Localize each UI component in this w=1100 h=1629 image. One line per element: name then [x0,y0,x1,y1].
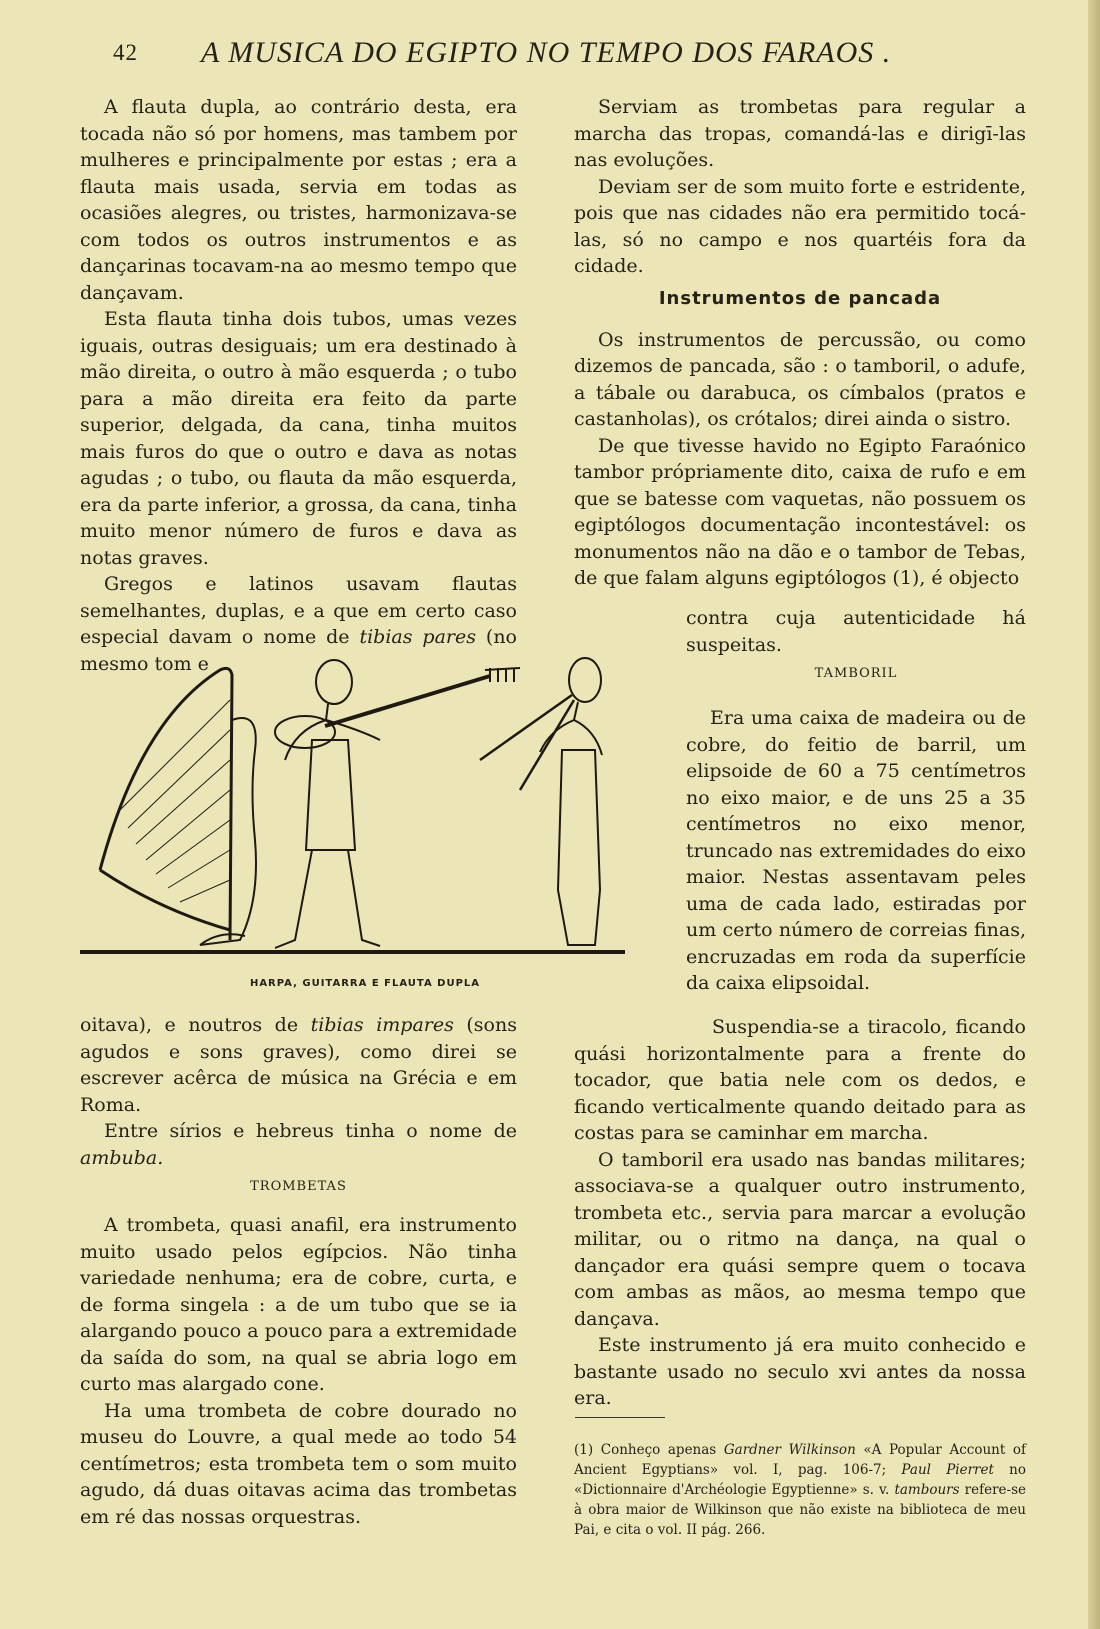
paragraph-caixa-madeira: Era uma caixa de madeira ou de cobre, do feitio de barril, um elipsoide de 60 a 75 centímetros no eixo maior, e de uns 25 a 35 centímetros no eixo menor, truncado nas extremidades do eixo maior. Nestas assentavam peles uma de cada lado, estiradas por um certo número de correias finas, encruzadas em roda da superfície da caixa elipsoidal. [686,707,1026,994]
running-head [113,36,993,76]
heading-tamboril: TAMBORIL [814,666,898,681]
figure-harp-guitar-flute [80,640,650,960]
paragraph-serviam: Serviam as trombetas para regular a marcha das tropas, comandá-las e dirigī-las nas evoluções. [574,96,1026,171]
left-column-bottom [80,1012,517,1530]
paragraph-ambuba: Entre sírios e hebreus tinha o nome de ambuba. [80,1120,517,1169]
term-ambuba: ambuba. [80,1146,164,1169]
figure-caption: HARPA, GUITARRA E FLAUTA DUPLA [249,978,481,989]
paragraph-trombeta-louvre: Ha uma trombeta de cobre dourado no museu do Louvre, a qual mede ao todo 54 centímetros; esta trombeta tem o som muito agudo, dá duas oitavas acima das trombetas em ré das nossas orquestras. [80,1399,517,1528]
egyptian-musicians-illustration [80,640,650,960]
paragraph-dois-tubos: Esta flauta tinha dois tubos, umas vezes iguais, outras desiguais; um era destinado à mão direita, o outro à mão esquerda ; o tubo para a mão direita era feito da parte superior, delgada, da cana, tinha muitos mais furos do que o outro e dava as notas agudas ; o tubo, ou flauta da mão esquerda, era da parte inferior, a grossa, da cana, tinha muito menor número de furos e dava as notas graves. [80,308,517,569]
left-column-top [80,94,517,677]
paragraph-tambor-tebas: De que tivesse havido no Egipto Faraónico tambor própriamente dito, caixa de rufo e em que se batesse com vaquetas, não possuem os egiptólogos documentação incontestável: os monumentos não na dão e o tambor de Tebas, de que falam alguns egiptólogos (1), é objecto [574,434,1026,589]
footnote-term-tambours: tambours [894,1482,960,1498]
paragraph-flauta-dupla: A flauta dupla, ao contrário desta, era tocada não só por homens, mas tambem por mulheres e principalmente por estas ; era a flauta mais usada, servia em todas as ocasiões alegres, ou tristes, harmonizava-se com todos os outros instrumentos e as dançarinas tocavam-na ao mesmo tempo que dançavam. [80,96,517,304]
paragraph-suspeitas: contra cuja autenticidade há suspeitas. [686,607,1026,656]
term-tibias-pares: tibias pares [359,626,476,648]
paragraph-deviam: Deviam ser de som muito forte e estridente, pois que nas cidades não era permitido tocá-las, só no campo e nos quartéis fora da cidade. [574,175,1026,277]
paragraph-bandas-militares: O tamboril era usado nas bandas militares; associava-se a qualquer outro instrumento, trombeta etc., servia para marcar a evolução militar, ou o ritmo na dança, na qual o dançador era quási sempre quem o tocava com ambas as mãos, ao mesma tempo que dançava. [574,1148,1026,1330]
heading-trombetas: TROMBETAS [250,1179,347,1194]
paragraph-seculo-xvi: Este instrumento já era muito conhecido e bastante usado no seculo xvi antes da nossa era. [574,1334,1026,1409]
paragraph-trombeta: A trombeta, quasi anafil, era instrumento muito usado pelos egípcios. Não tinha variedade nenhuma; era de cobre, curta, e de forma singela : a de um tubo que se ia alargando pouco a pouco para a extremidade da saída do som, na qual se abria logo em curto mas alargado cone. [80,1214,517,1395]
footnote-author-pierret: Paul Pierret [901,1462,994,1478]
right-column-top [574,94,1026,592]
paragraph-tiracolo: Suspendia-se a tiracolo, ficando quási horizontalmente para a frente do tocador, que batia nele com os dedos, e ficando verticalmente quando deitado para as costas para se caminhar em marcha. [574,1016,1026,1144]
heading-instrumentos-de-pancada: Instrumentos de pancada [658,287,942,309]
footnote: (1) Conheço apenas Gardner Wilkinson «A Popular Account of Ancient Egyptians» vol. I, pag. 106-7; Paul Pierret no «Dictionnaire d'Archéologie Egyptienne» s. v. tambours refere-se à obra maior de Wilkinson que não existe na biblioteca de meu Pai, e cita o vol. II pág. 266. [574,1442,1027,1538]
paragraph-tibias-impares: oitava), e noutros de tibias impares (sons agudos e sons graves), como direi se escrever acêrca de música na Grécia e em Roma. [80,1014,517,1116]
paragraph-gregos-latinos: Gregos e latinos usavam flautas semelhantes, duplas, e a que em certo caso especial davam o nome de tibias pares (no mesmo tom e [80,573,517,675]
paragraph-instrumentos-percussao: Os instrumentos de percussão, ou como dizemos de pancada, são : o tamboril, o adufe, a tábale ou darabuca, os címbalos (pratos e castanholas), os crótalos; direi ainda o sistro. [574,328,1026,430]
right-column-narrow [686,605,1026,997]
term-tibias-impares: tibias impares [310,1014,454,1036]
running-title: A MUSICA DO EGIPTO NO TEMPO DOS FARAOS . [201,36,892,69]
page-edge [1088,0,1100,1629]
page-number: 42 [113,40,138,65]
footnote-author-wilkinson: Gardner Wilkinson [723,1442,856,1458]
footnote-rule [575,1417,665,1418]
right-column-bottom [574,1014,1026,1412]
